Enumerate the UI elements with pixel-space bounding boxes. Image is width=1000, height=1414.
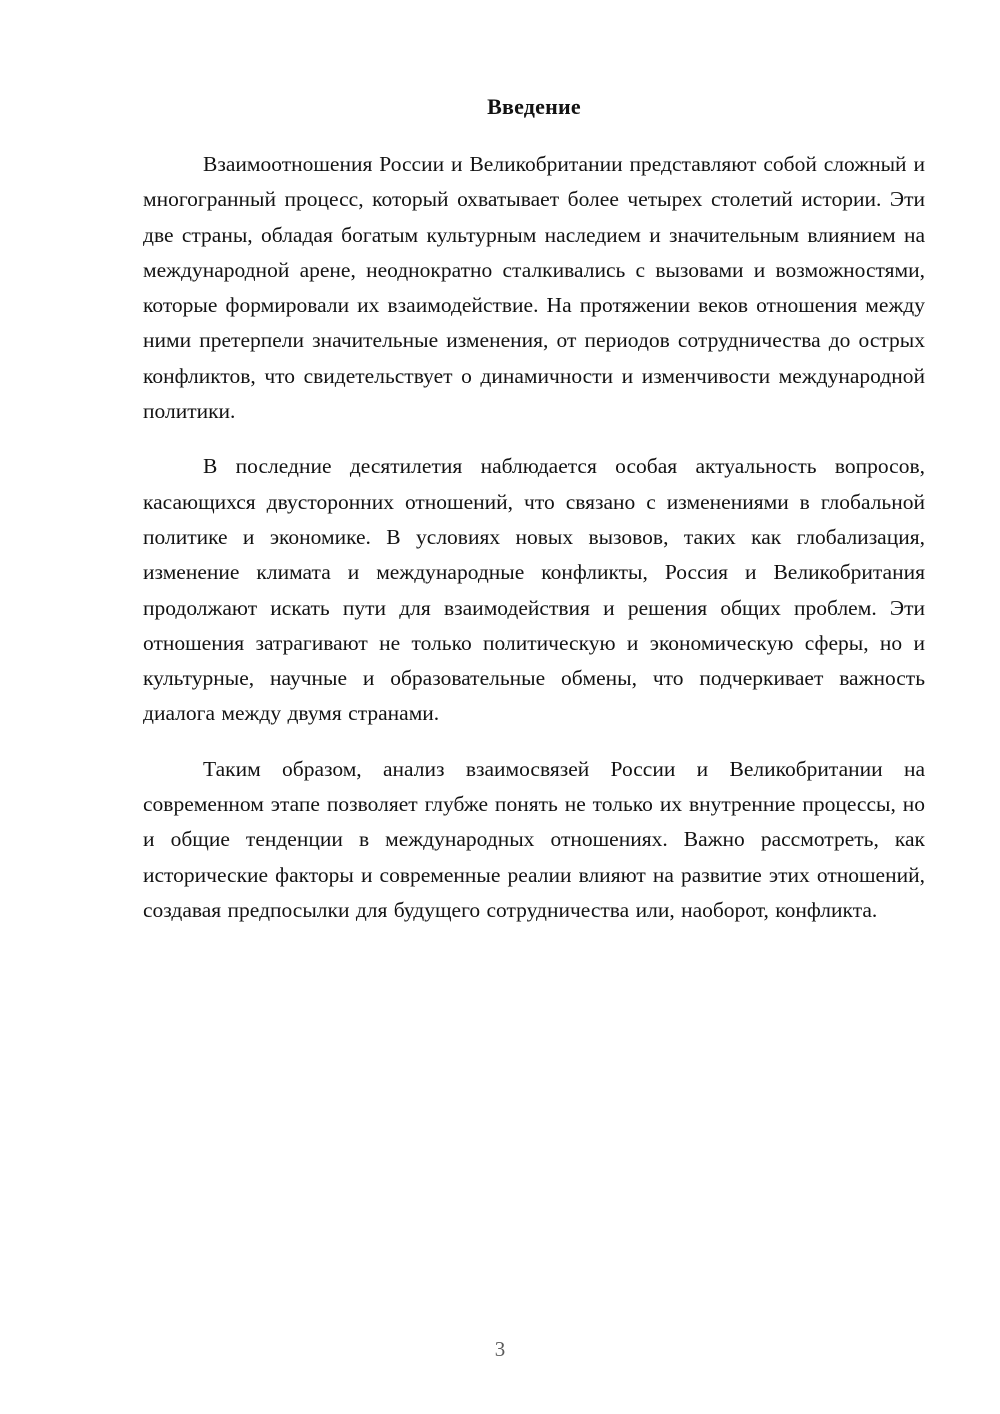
document-content [143,93,925,948]
page-footer [0,1337,1000,1362]
paragraph-2: В последние десятилетия наблюдается особая актуальность вопросов, касающихся двусторонних отношений, что связано с изменениями в глобальной политике и экономике. В условиях новых вызовов, таких как глобализация, изменение климата и международные конфликты, Россия и Великобритания продолжают искать пути для взаимодействия и решения общих проблем. Эти отношения затрагивают не только политическую и экономическую сферы, но и культурные, научные и образовательные обмены, что подчеркивает важность диалога между двумя странами. [143,454,925,726]
page-number: 3 [494,1337,506,1361]
paragraph-3: Таким образом, анализ взаимосвязей России и Великобритании на современном этапе позволяет глубже понять не только их внутренние процессы, но и общие тенденции в международных отношениях. Важно рассмотреть, как исторические факторы и современные реалии влияют на развитие этих отношений, создавая предпосылки для будущего сотрудничества или, наоборот, конфликта. [143,756,925,922]
page-title: Введение [487,94,581,119]
paragraph-1: Взаимоотношения России и Великобритании представляют собой сложный и многогранный процесс, который охватывает более четырех столетий истории. Эти две страны, обладая богатым культурным наследием и значительным влиянием на международной арене, неоднократно сталкивались с вызовами и возможностями, которые формировали их взаимодействие. На протяжении веков отношения между ними претерпели значительные изменения, от периодов сотрудничества до острых конфликтов, что свидетельствует о динамичности и изменчивости международной политики. [143,152,925,424]
